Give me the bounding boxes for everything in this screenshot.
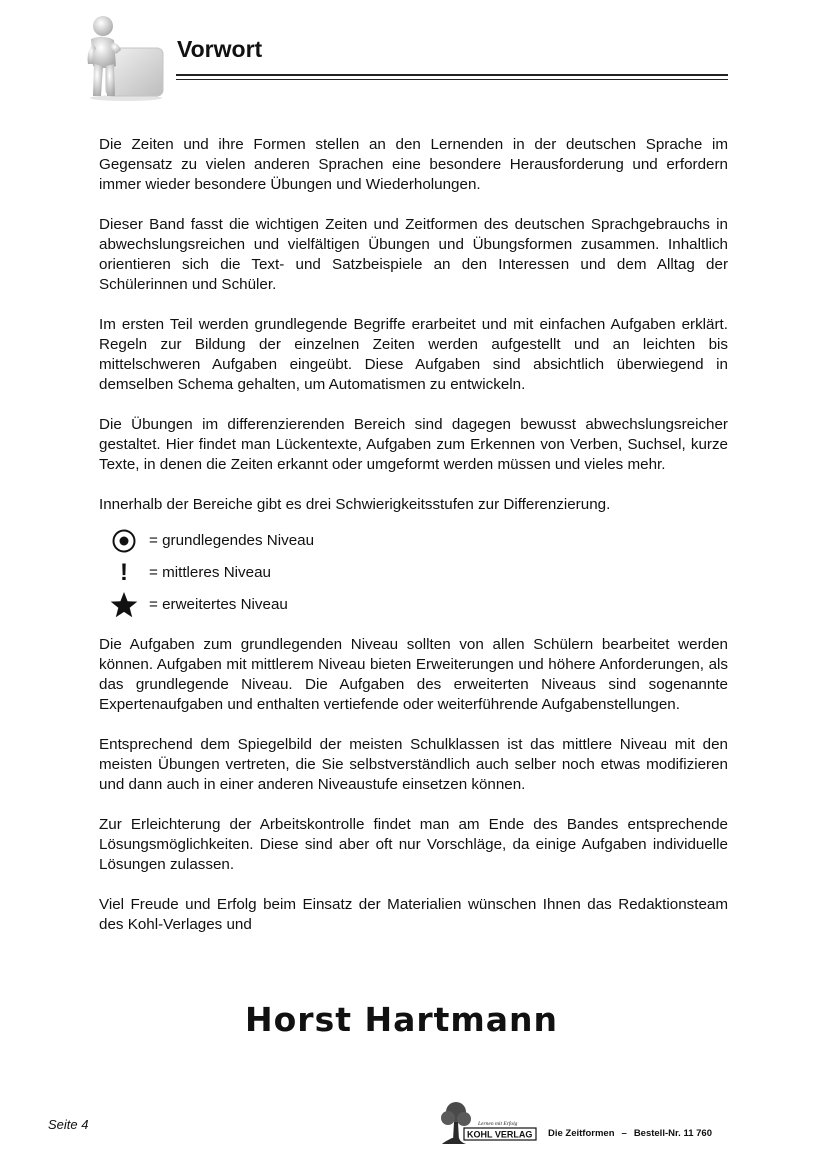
signature: Horst Hartmann: [245, 1000, 559, 1039]
order-number: Bestell-Nr. 11 760: [633, 1128, 712, 1139]
paragraph: Die Zeiten und ihre Formen stellen an den Lernenden in der deutschen Sprache im Gegensatz zu vielen anderen Sprachen eine besondere Herausforderung und erfordern immer wieder besondere Übungen und Wiederholungen.: [99, 136, 728, 193]
logo-name: KOHL VERLAG: [467, 1129, 533, 1140]
paragraph: Die Aufgaben zum grundlegenden Niveau sollten von allen Schülern bearbeitet werden können. Aufgaben mit mittlerem Niveau bieten Erweiterungen und höhere Anforderungen, als das grundlegende Niveau. Die Aufgaben des erweiterten Niveaus sind sogenannte Expertenaufgaben und enthalten vertiefende oder weiterführende Aufgabenstellungen.: [99, 636, 728, 713]
level-row-medium: [99, 557, 728, 589]
star-icon: [99, 591, 149, 619]
figure-holding-sign-icon: [76, 14, 166, 102]
level-row-basic: [99, 525, 728, 557]
paragraph: Viel Freude und Erfolg beim Einsatz der Materialien wünschen Ihnen das Redaktionsteam des Kohl-Verlages und: [99, 896, 728, 933]
title-rule: [176, 74, 728, 76]
level-label: = mittleres Niveau: [149, 564, 271, 581]
paragraph: Entsprechend dem Spiegelbild der meisten Schulklassen ist das mittlere Niveau mit den meisten Übungen vertreten, die Sie selbstverständlich auch selber noch etwas modifizieren und dann auch in einer anderen Niveaustufe einsetzen können.: [99, 736, 728, 793]
target-circle-icon: [99, 528, 149, 554]
paragraph: Zur Erleichterung der Arbeitskontrolle findet man am Ende des Bandes entsprechende Lösungsmöglichkeiten. Diese sind aber oft nur Vorschläge, da einige Aufgaben individuelle Lösungen zulassen.: [99, 816, 728, 873]
page-number: Seite 4: [48, 1117, 89, 1132]
kohl-verlag-logo: [440, 1100, 538, 1146]
preface-body: [99, 135, 728, 955]
footer-reference: [548, 1128, 712, 1139]
level-legend: [99, 525, 728, 621]
level-label: = grundlegendes Niveau: [149, 532, 315, 549]
separator: –: [621, 1128, 627, 1139]
level-label: = erweitertes Niveau: [149, 596, 288, 613]
paragraph: Innerhalb der Bereiche gibt es drei Schwierigkeitsstufen zur Differenzierung.: [99, 496, 611, 513]
paragraph: Im ersten Teil werden grundlegende Begriffe erarbeitet und mit einfachen Aufgaben erklärt. Regeln zur Bildung der einzelnen Zeiten werden aufgestellt und an leichten bis mittelschweren Aufgaben eingeübt. Diese Aufgaben sind absichtlich überwiegend in demselben Schema gehalten, um Automatismen zu entwickeln.: [99, 316, 728, 393]
paragraph: Die Übungen im differenzierenden Bereich sind dagegen bewusst abwechslungsreicher gestaltet. Hier findet man Lückentexte, Aufgaben zum Erkennen von Verben, Suchsel, kurze Texte, in denen die Zeiten erkannt oder umgeformt werden müssen und vieles mehr.: [99, 416, 728, 473]
book-title: Die Zeitformen: [548, 1128, 615, 1139]
level-row-advanced: [99, 589, 728, 621]
page-title: Vorwort: [177, 36, 263, 62]
title-rule-thin: [176, 79, 728, 80]
paragraph: Dieser Band fasst die wichtigen Zeiten und Zeitformen des deutschen Sprachgebrauchs in abwechslungsreichen und vielfältigen Übungen und Übungsformen zusammen. Inhaltlich orientieren sich die Text- und Satzbeispiele an den Interessen und dem Alltag der Schülerinnen und Schüler.: [99, 216, 728, 293]
exclamation-icon: !: [120, 559, 128, 586]
logo-tagline: Lernen mit Erfolg: [478, 1121, 518, 1127]
